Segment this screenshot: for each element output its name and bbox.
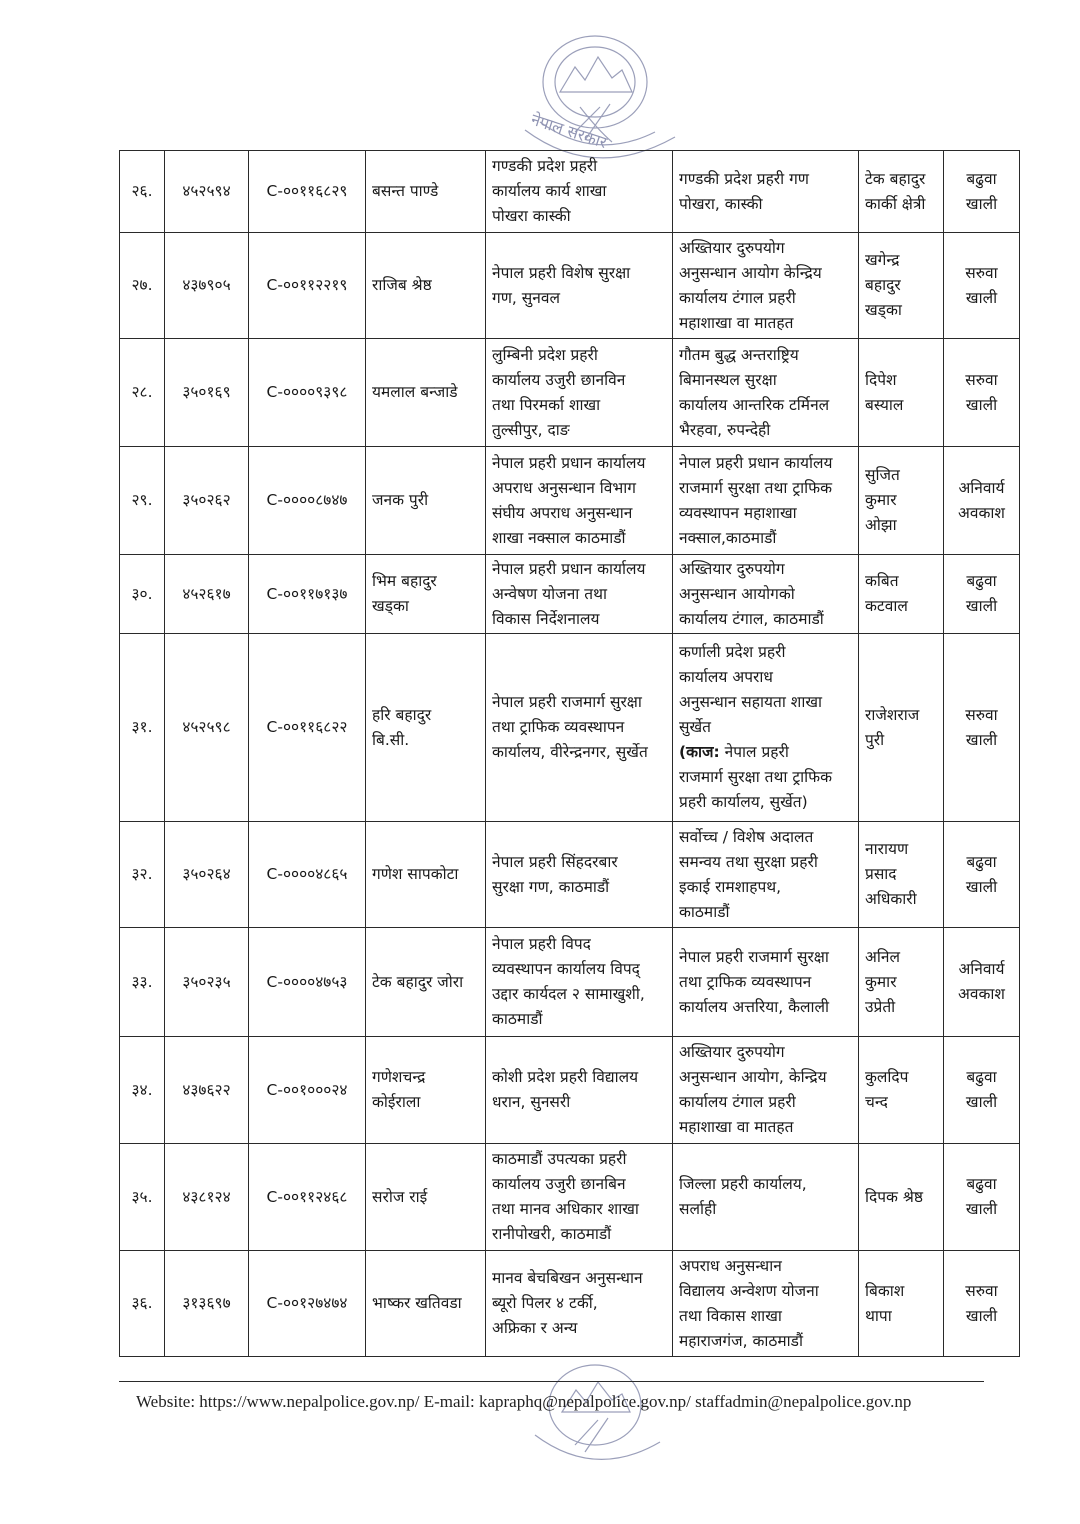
- replacement-officer-line: अधिकारी: [865, 890, 917, 908]
- replacement-officer-line: राजेशराज: [865, 705, 920, 724]
- transfer-office-line: अपराध अनुसन्धान: [679, 1256, 782, 1275]
- current-office: [486, 928, 673, 1037]
- current-office-line: शाखा नक्साल काठमाडौं: [492, 528, 626, 547]
- replacement-officer-line: सुजित: [865, 466, 900, 484]
- replacement-officer-line: नारायण: [865, 840, 909, 858]
- staff-name-line: राजिब श्रेष्ठ: [372, 276, 432, 294]
- transfer-office-line: कार्यालय अपराध: [679, 668, 773, 686]
- current-office-line: पोखरा कास्की: [492, 207, 571, 225]
- transfer-office-line: अख्तियार दुरुपयोग: [679, 1043, 785, 1061]
- transfer-office: [673, 339, 859, 447]
- transfer-office-line: कार्यालय टंगाल, काठमाडौं: [679, 609, 824, 628]
- replacement-officer-line: बस्याल: [865, 395, 904, 414]
- staff-name: [366, 634, 486, 822]
- staff-name: [366, 555, 486, 634]
- police-id: ३५०२३५: [165, 928, 249, 1037]
- police-id: ४५२६१७: [165, 555, 249, 634]
- vacancy-reason: [944, 634, 1020, 822]
- staff-code: C-००००४७५३: [249, 928, 366, 1037]
- vacancy-reason: [944, 447, 1020, 555]
- transfer-office-line: विद्यालय अन्वेशण योजना: [679, 1281, 819, 1300]
- staff-name-line: गणेशचन्द्र: [372, 1068, 426, 1086]
- transfer-office-line: महाराजगंज, काठमाडौं: [679, 1331, 803, 1350]
- replacement-officer-line: उप्रेती: [865, 997, 896, 1016]
- current-office: [486, 1037, 673, 1144]
- transfer-office-line: भैरहवा, रुपन्देही: [679, 420, 771, 439]
- transfer-office-line: कार्यालय टंगाल प्रहरी: [679, 1093, 796, 1111]
- transfer-office-line: अनुसन्धान आयोग केन्द्रिय: [679, 263, 822, 282]
- staff-name: [366, 447, 486, 555]
- vacancy-reason: [944, 928, 1020, 1037]
- transfer-office: [673, 822, 859, 928]
- deputation-office: नेपाल प्रहरी: [719, 743, 789, 761]
- vacancy-reason-line: सरुवा: [965, 370, 998, 389]
- current-office-line: तथा पिरमर्का शाखा: [492, 395, 601, 414]
- transfer-office-line: महाशाखा वा मातहत: [679, 313, 794, 332]
- current-office-line: कोशी प्रदेश प्रहरी विद्यालय: [492, 1068, 639, 1086]
- current-office-line: कार्यालय, वीरेन्द्रनगर, सुर्खेत: [492, 743, 648, 761]
- vacancy-reason-line: बढुवा: [966, 572, 997, 590]
- transfer-office-line: अनुसन्धान सहायता शाखा: [679, 693, 823, 711]
- current-office: [486, 1144, 673, 1251]
- transfer-office-line: गौतम बुद्ध अन्तराष्ट्रिय: [679, 345, 799, 364]
- official-seal-bottom: [480, 1350, 710, 1520]
- current-office-line: रानीपोखरी, काठमाडौं: [492, 1225, 612, 1243]
- current-office-line: तुल्सीपुर, दाङ: [492, 420, 570, 439]
- replacement-officer-line: चन्द: [865, 1093, 888, 1111]
- current-office-line: नेपाल प्रहरी प्रधान कार्यालय: [492, 559, 646, 578]
- replacement-officer-line: कुमार: [865, 972, 897, 991]
- transfer-office: [673, 634, 859, 822]
- staff-name-line: कोईराला: [372, 1093, 421, 1111]
- current-office-line: काठमाडौं: [492, 1010, 543, 1028]
- current-office: [486, 339, 673, 447]
- replacement-officer-line: कबित: [865, 572, 899, 590]
- transfer-office-line: कार्यालय अत्तरिया, कैलाली: [679, 997, 830, 1016]
- vacancy-reason-line: सरुवा: [965, 1281, 998, 1300]
- vacancy-reason-line: बढुवा: [966, 169, 997, 188]
- transfer-office-line: अख्तियार दुरुपयोग: [679, 559, 785, 578]
- vacancy-reason: [944, 151, 1020, 233]
- current-office-line: अन्वेषण योजना तथा: [492, 584, 607, 603]
- current-office-line: अपराध अनुसन्धान विभाग: [492, 478, 637, 497]
- vacancy-reason-line: सरुवा: [965, 263, 998, 282]
- vacancy-reason-line: बढुवा: [966, 852, 997, 871]
- current-office-line: तथा मानव अधिकार शाखा: [492, 1200, 639, 1218]
- staff-name-line: बि.सी.: [372, 730, 410, 749]
- replacement-officer-line: कार्की क्षेत्री: [865, 194, 926, 213]
- replacement-officer-line: प्रसाद: [865, 865, 897, 883]
- vacancy-reason-line: अनिवार्य: [958, 960, 1005, 978]
- table-row: [120, 339, 1020, 447]
- staff-name-line: बसन्त पाण्डे: [372, 182, 439, 200]
- staff-name-line: गणेश सापकोटा: [372, 865, 459, 883]
- replacement-officer-line: खगेन्द्र: [865, 251, 900, 269]
- current-office: [486, 555, 673, 634]
- transfer-office-line: कार्यालय टंगाल प्रहरी: [679, 288, 796, 307]
- vacancy-reason: [944, 1251, 1020, 1357]
- current-office: [486, 447, 673, 555]
- police-id: ४३७६२२: [165, 1037, 249, 1144]
- current-office-line: नेपाल प्रहरी विपद: [492, 935, 591, 953]
- vacancy-reason-line: खाली: [965, 1306, 998, 1325]
- current-office-line: धरान, सुनसरी: [492, 1093, 571, 1111]
- transfer-office-line: समन्वय तथा सुरक्षा प्रहरी: [679, 852, 818, 871]
- serial-number: ३६.: [120, 1251, 165, 1357]
- vacancy-reason-line: बढुवा: [966, 1175, 997, 1193]
- staff-name: [366, 339, 486, 447]
- footer-divider: [119, 1381, 984, 1382]
- staff-name-line: भाष्कर खतिवडा: [372, 1294, 462, 1312]
- transfer-office: [673, 1144, 859, 1251]
- vacancy-reason-line: खाली: [965, 877, 998, 896]
- vacancy-reason-line: खाली: [965, 1200, 998, 1218]
- vacancy-reason: [944, 233, 1020, 339]
- replacement-officer-line: दिपक श्रेष्ठ: [865, 1187, 923, 1206]
- serial-number: ३२.: [120, 822, 165, 928]
- transfer-office: [673, 555, 859, 634]
- transfer-office-line: गण्डकी प्रदेश प्रहरी गण: [679, 169, 810, 188]
- serial-number: ३१.: [120, 634, 165, 822]
- replacement-officer: [859, 822, 944, 928]
- current-office-line: संघीय अपराध अनुसन्धान: [492, 503, 633, 522]
- staff-code: C-००११२४६८: [249, 1144, 366, 1251]
- current-office-line: उद्दार कार्यदल २ सामाखुशी,: [492, 985, 645, 1003]
- replacement-officer-line: बहादुर: [865, 276, 901, 294]
- current-office-line: नेपाल प्रहरी प्रधान कार्यालय: [492, 453, 646, 472]
- replacement-officer-line: खड्का: [865, 301, 902, 319]
- current-office-line: विकास निर्देशनालय: [492, 609, 600, 628]
- replacement-officer-line: अनिल: [865, 947, 900, 966]
- vacancy-reason-line: खाली: [965, 395, 998, 414]
- current-office-line: काठमाडौं उपत्यका प्रहरी: [492, 1150, 627, 1168]
- current-office-line: नेपाल प्रहरी विशेष सुरक्षा: [492, 263, 631, 282]
- staff-code: C-००११६८२९: [249, 151, 366, 233]
- replacement-officer-line: बिकाश: [865, 1281, 905, 1300]
- serial-number: २८.: [120, 339, 165, 447]
- vacancy-reason-line: सरुवा: [965, 705, 998, 724]
- serial-number: २६.: [120, 151, 165, 233]
- police-id: ४५२५९४: [165, 151, 249, 233]
- transfer-office-line: कर्णाली प्रदेश प्रहरी: [679, 643, 786, 661]
- transfer-office-line: महाशाखा वा मातहत: [679, 1118, 794, 1136]
- current-office-line: कार्यालय उजुरी छानबिन: [492, 1175, 626, 1193]
- staff-name: [366, 233, 486, 339]
- transfer-office-line: व्यवस्थापन महाशाखा: [679, 503, 797, 522]
- staff-code: C-००११६८२२: [249, 634, 366, 822]
- current-office-line: गण्डकी प्रदेश प्रहरी: [492, 157, 598, 175]
- replacement-officer: [859, 1144, 944, 1251]
- table-row: [120, 447, 1020, 555]
- replacement-officer: [859, 339, 944, 447]
- vacancy-reason-line: अनिवार्य: [958, 478, 1005, 497]
- staff-name: [366, 822, 486, 928]
- police-id: ३१३६९७: [165, 1251, 249, 1357]
- transfer-office: [673, 1251, 859, 1357]
- transfer-office-line: राजमार्ग सुरक्षा तथा ट्राफिक: [679, 478, 833, 497]
- current-office: [486, 822, 673, 928]
- transfer-office-line: अख्तियार दुरुपयोग: [679, 238, 785, 257]
- replacement-officer-line: दिपेश: [865, 370, 897, 389]
- vacancy-reason-line: खाली: [965, 1093, 998, 1111]
- replacement-officer-line: कुमार: [865, 491, 897, 509]
- current-office-line: मानव बेचबिखन अनुसन्धान: [492, 1269, 643, 1287]
- staff-code: C-००११७१३७: [249, 555, 366, 634]
- table-row: [120, 1144, 1020, 1251]
- replacement-officer-line: ओझा: [865, 516, 897, 534]
- staff-name: [366, 928, 486, 1037]
- transfer-office-line: प्रहरी कार्यालय, सुर्खेत): [679, 793, 808, 811]
- staff-code: C-००००४८६५: [249, 822, 366, 928]
- current-office-line: लुम्बिनी प्रदेश प्रहरी: [492, 345, 598, 364]
- replacement-officer: [859, 1037, 944, 1144]
- transfer-office-line: सर्वोच्च / विशेष अदालत: [679, 827, 814, 846]
- staff-code: C-००१२७४७४: [249, 1251, 366, 1357]
- vacancy-reason-line: खाली: [965, 194, 998, 213]
- staff-name: [366, 1251, 486, 1357]
- replacement-officer-line: टेक बहादुर: [865, 169, 926, 188]
- current-office-line: गण, सुनवल: [492, 288, 560, 307]
- staff-name-line: भिम बहादुर: [372, 572, 437, 590]
- staff-name-line: टेक बहादुर जोरा: [372, 972, 464, 991]
- serial-number: २९.: [120, 447, 165, 555]
- table-row: [120, 1251, 1020, 1357]
- current-office: [486, 151, 673, 233]
- replacement-officer: [859, 233, 944, 339]
- replacement-officer: [859, 1251, 944, 1357]
- footer-contact: Website: https://www.nepalpolice.gov.np/ E-mail: kapraphq@nepalpolice.gov.np/ staffadmin@nepalpolice.gov.np: [136, 1392, 912, 1411]
- transfer-office-line: [679, 740, 852, 765]
- transfer-office-line: सर्लाही: [679, 1200, 717, 1218]
- current-office-line: सुरक्षा गण, काठमाडौं: [492, 877, 610, 896]
- table-row: [120, 634, 1020, 822]
- staff-name: [366, 151, 486, 233]
- replacement-officer-line: थापा: [865, 1306, 892, 1325]
- serial-number: २७.: [120, 233, 165, 339]
- transfer-office-line: अनुसन्धान आयोगको: [679, 584, 795, 603]
- staff-name-line: यमलाल बन्जाडे: [372, 383, 458, 401]
- transfer-office-line: जिल्ला प्रहरी कार्यालय,: [679, 1175, 807, 1193]
- vacancy-reason: [944, 555, 1020, 634]
- transfer-office-line: नेपाल प्रहरी प्रधान कार्यालय: [679, 453, 833, 472]
- transfer-office-line: बिमानस्थल सुरक्षा: [679, 370, 777, 389]
- vacancy-reason: [944, 1037, 1020, 1144]
- table-row: [120, 1037, 1020, 1144]
- transfer-office-line: तथा विकास शाखा: [679, 1306, 782, 1325]
- transfer-office-line: सुर्खेत: [679, 718, 711, 736]
- current-office-line: कार्यालय उजुरी छानविन: [492, 370, 626, 389]
- vacancy-reason-line: खाली: [965, 597, 998, 615]
- staff-name-line: खड्का: [372, 597, 409, 615]
- vacancy-reason-line: अवकाश: [958, 985, 1005, 1003]
- police-id: ४३८१२४: [165, 1144, 249, 1251]
- transfer-office: [673, 447, 859, 555]
- transfer-office-line: अनुसन्धान आयोग, केन्द्रिय: [679, 1068, 827, 1086]
- current-office: [486, 233, 673, 339]
- transfer-office-line: पोखरा, कास्की: [679, 194, 763, 213]
- replacement-officer: [859, 634, 944, 822]
- table-row: [120, 822, 1020, 928]
- transfer-office-line: तथा ट्राफिक व्यवस्थापन: [679, 972, 812, 991]
- current-office: [486, 634, 673, 822]
- transfer-office: [673, 928, 859, 1037]
- deputation-label: (काज:: [679, 743, 720, 761]
- police-id: ३५०१६९: [165, 339, 249, 447]
- vacancy-reason-line: खाली: [965, 288, 998, 307]
- table-row: [120, 928, 1020, 1037]
- vacancy-reason-line: बढुवा: [966, 1068, 997, 1086]
- vacancy-reason: [944, 339, 1020, 447]
- replacement-officer: [859, 151, 944, 233]
- staff-name-line: सरोज राई: [372, 1187, 428, 1206]
- vacancy-reason-line: खाली: [965, 730, 998, 749]
- staff-code: C-००००८७४७: [249, 447, 366, 555]
- current-office-line: व्यवस्थापन कार्यालय विपद्: [492, 960, 640, 978]
- replacement-officer-line: पुरी: [865, 730, 885, 749]
- transfer-office: [673, 151, 859, 233]
- police-id: ४५२५९८: [165, 634, 249, 822]
- serial-number: ३३.: [120, 928, 165, 1037]
- transfer-office-line: नक्साल,काठमाडौं: [679, 528, 777, 547]
- replacement-officer: [859, 928, 944, 1037]
- staff-name-line: जनक पुरी: [372, 491, 429, 509]
- transfer-office-line: काठमाडौं: [679, 902, 730, 921]
- current-office-line: नेपाल प्रहरी राजमार्ग सुरक्षा: [492, 693, 642, 711]
- staff-code: C-००११२२१९: [249, 233, 366, 339]
- staff-name: [366, 1144, 486, 1251]
- vacancy-reason: [944, 822, 1020, 928]
- current-office-line: कार्यालय कार्य शाखा: [492, 182, 607, 200]
- transfer-office: [673, 233, 859, 339]
- current-office-line: नेपाल प्रहरी सिंहदरबार: [492, 852, 618, 871]
- table-row: [120, 233, 1020, 339]
- police-id: ४३७९०५: [165, 233, 249, 339]
- vacancy-reason: [944, 1144, 1020, 1251]
- current-office-line: तथा ट्राफिक व्यवस्थापन: [492, 718, 625, 736]
- table-row: [120, 555, 1020, 634]
- transfer-office-line: कार्यालय आन्तरिक टर्मिनल: [679, 395, 830, 414]
- current-office: [486, 1251, 673, 1357]
- current-office-line: ब्यूरो पिलर ४ टर्की,: [492, 1294, 598, 1312]
- staff-name-line: हरि बहादुर: [372, 705, 432, 724]
- transfer-office-line: इकाई रामशाहपथ,: [679, 877, 782, 896]
- staff-name: [366, 1037, 486, 1144]
- seal-emblem-icon: [480, 1350, 710, 1520]
- transfer-office: [673, 1037, 859, 1144]
- police-id: ३५०२६२: [165, 447, 249, 555]
- vacancy-reason-line: अवकाश: [958, 503, 1005, 522]
- serial-number: ३५.: [120, 1144, 165, 1251]
- svg-text:नेपाल सरकार: नेपाल सरकार: [528, 109, 610, 153]
- serial-number: ३४.: [120, 1037, 165, 1144]
- transfer-office-line: नेपाल प्रहरी राजमार्ग सुरक्षा: [679, 947, 829, 966]
- table-row: [120, 151, 1020, 233]
- staff-code: C-००००९३९८: [249, 339, 366, 447]
- staff-code: C-००१०००२४: [249, 1037, 366, 1144]
- serial-number: ३०.: [120, 555, 165, 634]
- transfer-office-line: राजमार्ग सुरक्षा तथा ट्राफिक: [679, 768, 833, 786]
- replacement-officer-line: कटवाल: [865, 597, 908, 615]
- transfer-roster-table: [119, 150, 1020, 1357]
- replacement-officer: [859, 555, 944, 634]
- replacement-officer: [859, 447, 944, 555]
- replacement-officer-line: कुलदिप: [865, 1068, 909, 1086]
- current-office-line: अफ्रिका र अन्य: [492, 1319, 578, 1337]
- police-id: ३५०२६४: [165, 822, 249, 928]
